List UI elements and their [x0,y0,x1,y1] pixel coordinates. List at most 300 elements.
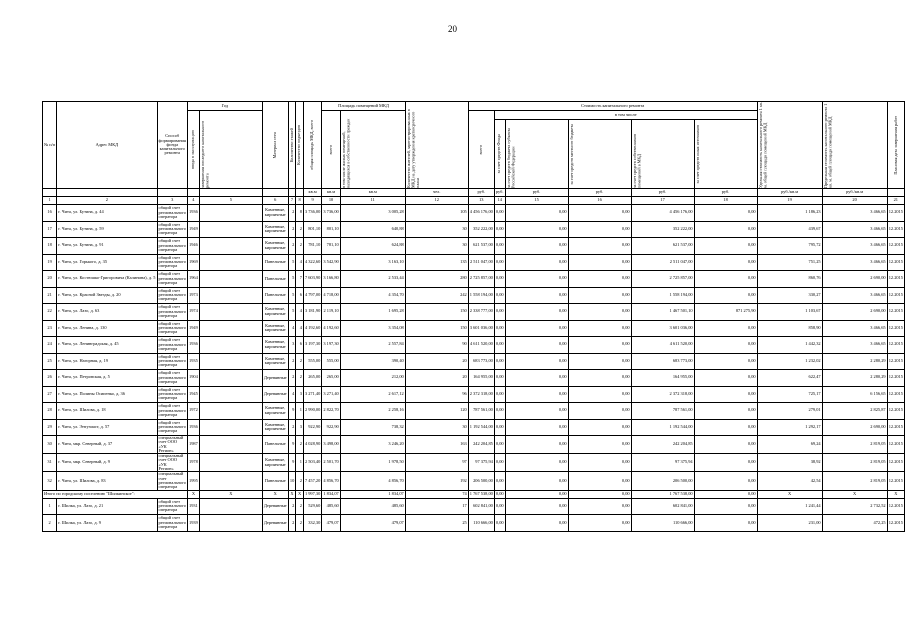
row-date: 12.2015 [887,287,904,304]
row-year: 1969 [187,254,199,271]
row-entrances: 2 [296,221,304,238]
row-owners: 787 561,00 [631,403,694,420]
row-residents: 20 [405,370,468,387]
row-wall-material: Панельные [262,271,288,288]
total-residents: 74 [405,490,468,498]
row-method: общий счет регионального оператора [157,386,187,403]
column-number: 2 [57,197,157,205]
column-number: 11 [340,197,405,205]
row-other: 0,00 [694,403,757,420]
row-number: 25 [43,353,57,370]
row-entrances: 2 [296,515,304,532]
row-method: общий счет регионального оператора [157,419,187,436]
page-number: 20 [448,24,457,34]
row-federal: 0,00 [505,403,568,420]
column-number: 3 [157,197,187,205]
row-entrances: 4 [296,304,304,321]
row-method: общий счет регионального оператора [157,353,187,370]
row-unit-cost: 860,76 [757,271,822,288]
row-owners: 4 456 176,00 [631,205,694,222]
row-fund: 0,00 [494,337,505,354]
row-residents: 135 [405,254,468,271]
column-number: 8 [296,197,304,205]
row-repair-year [199,254,262,271]
row-address: г. Чита, ул. Энтузиаст, д. 57 [57,419,157,436]
unit-cell: кв.м [340,189,405,197]
row-method: специальный счет регионального оператора [158,471,186,490]
row-method: общий счет регионального оператора [157,370,187,387]
row-method: общий счет регионального оператора [157,254,187,271]
row-total-area: 555,00 [303,353,321,370]
row-repair-year [199,221,262,238]
row-residents: 25 [405,515,468,532]
row-cost: 242 204,85 [468,436,494,454]
row-federal: 0,00 [505,304,568,321]
header-floors: Количество этажей [288,127,294,163]
row-premises-area: 4 718,00 [322,287,340,304]
row-number: 31 [43,454,57,472]
table-row [43,472,905,490]
row-wall-material: Каменные, кирпичные [262,320,288,337]
row-other: 0,00 [694,221,757,238]
row-total-area: 529,60 [303,498,321,515]
row-fund: 0,00 [494,287,505,304]
row-address: г. Чита, ул. Лазо, д. 63 [57,304,157,321]
row-owners: 97 375,94 [631,454,694,472]
row-premises-area: 265,00 [322,370,340,387]
row-repair-year [199,515,262,532]
row-number: 18 [43,238,57,255]
row-other: 0,00 [694,454,757,472]
header-method: Способ формирования фонда капитального ремонта [157,102,187,189]
total-local: 0,00 [568,490,631,498]
row-unit-cost: 1 241,44 [757,498,822,515]
row-floors: 2 [288,353,296,370]
row-residents: 242 [405,287,468,304]
row-local: 0,00 [568,436,631,454]
row-premises-area: 485,60 [322,498,340,515]
total-x: X [887,490,904,498]
column-number: 20 [822,197,887,205]
row-premises-area: 2 822,70 [322,403,340,420]
row-total-area: 3 271,40 [303,386,321,403]
row-wall-material: Каменные, кирпичные [262,353,288,370]
row-entrances: 8 [296,205,304,222]
row-entrances: 4 [296,254,304,271]
row-year: 1936 [187,205,199,222]
row-total-area: 3 197,30 [303,337,321,354]
row-wall-material: Каменные, кирпичные [262,337,288,354]
row-floors: 4 [288,320,296,337]
row-fund: 0,00 [494,238,505,255]
row-max-cost: 2 690,00 [822,304,887,321]
row-premises-area: 3 197,30 [322,337,340,354]
row-repair-year [199,419,262,436]
row-address: г. Чита, ул. Ленинградская, д. 45 [57,337,157,354]
row-floors: 2 [288,238,296,255]
row-unit-cost: 330,27 [757,287,822,304]
row-residents: 163 [405,436,468,454]
row-unit-cost: 439,67 [757,221,822,238]
row-unit-cost: 1 442,32 [757,337,822,354]
row-owned-area: 390,40 [340,353,405,370]
row-entrances: 2 [296,498,304,515]
row-number: 28 [43,403,57,420]
row-other: 0,00 [694,271,757,288]
row-owned-area: 3 246,20 [340,436,405,454]
row-date: 12.2015 [887,454,904,472]
row-number: 20 [43,271,57,288]
row-federal: 0,00 [505,320,568,337]
row-entrances: 1 [296,403,304,420]
row-unit-cost: 622,47 [757,370,822,387]
row-owners: 4 611 520,00 [631,337,694,354]
row-other: 871 275,90 [694,304,757,321]
row-cost: 3 601 036,00 [468,320,494,337]
header-max-cost: Предельная стоимость капитального ремонта 1 кв. м. общей площади помещений МКД [822,103,833,188]
row-max-cost: 2 280,29 [822,370,887,387]
row-floors: 5 [288,304,296,321]
row-owners: 110 666,00 [631,515,694,532]
row-owned-area: 4 354,70 [340,287,405,304]
row-wall-material: Панельные [262,472,288,490]
row-other: 0,00 [694,472,757,490]
row-owned-area: 1 978,50 [340,454,405,472]
row-owned-area: 212,00 [340,370,405,387]
row-other: 0,00 [694,436,757,454]
row-local: 0,00 [568,403,631,420]
row-number: 29 [43,419,57,436]
row-cost: 164 955,00 [468,370,494,387]
row-owned-area: 479,07 [340,515,405,532]
row-cost: 2 725 857,00 [468,271,494,288]
row-total-area: 801,10 [303,221,321,238]
column-number: 10 [322,197,340,205]
row-wall-material: Каменные, кирпичные [262,221,288,238]
header-year: Год [187,102,262,111]
table-row [43,337,905,354]
row-repair-year [199,436,262,454]
row-year: 1945 [187,386,199,403]
row-premises-area: 2 119,10 [322,304,340,321]
row-address: г. Чита, ул. Шилова, д. 83 [57,472,157,490]
total-fund: 0,00 [494,490,505,498]
row-max-cost: 2 819,05 [822,436,887,454]
row-unit-cost: 725,17 [757,386,822,403]
row-wall-material: Панельные [262,254,288,271]
row-floors: 5 [288,287,296,304]
row-floors: 5 [288,254,296,271]
row-number: 27 [43,386,57,403]
column-number: 1 [43,197,57,205]
row-year: 1972 [187,403,199,420]
row-premises-area: 4 192,60 [322,320,340,337]
row-other: 0,00 [694,320,757,337]
header-including: в том числе [494,111,757,120]
row-owned-area: 1 695,28 [340,304,405,321]
row-owners: 352 222,00 [631,221,694,238]
row-address: г. Чита, ул. Петровская, д. 5 [57,370,157,387]
row-method: общий счет регионального оператора [157,221,187,238]
row-owned-area: 2 258,16 [340,403,405,420]
row-total-area: 7 603,90 [303,271,321,288]
table-row [43,271,905,288]
row-repair-year [199,498,262,515]
row-address: г. Чита, ул. Бутина, д. 59 [57,221,157,238]
row-max-cost: 3 466,65 [822,238,887,255]
units-blank [187,189,199,197]
row-cost: 352 222,00 [468,221,494,238]
total-x: X [757,490,822,498]
row-local: 0,00 [568,238,631,255]
row-method: общий счет регионального оператора [157,337,187,354]
row-repair-year [199,386,262,403]
row-address: г. Чита, ул. Полины Осипенко, д. 36 [57,386,157,403]
row-federal: 0,00 [505,205,568,222]
row-floors: 2 [288,498,296,515]
row-wall-material: Каменные, кирпичные [262,238,288,255]
row-residents: 120 [405,403,468,420]
unit-cell: руб. [631,189,694,197]
row-unit-cost: 795,72 [757,238,822,255]
row-other: 0,00 [694,238,757,255]
total-x: X [822,490,887,498]
column-number: 17 [631,197,694,205]
row-number: 1 [43,498,57,515]
row-total-area: 7 457,20 [303,472,321,490]
row-residents: 20 [405,353,468,370]
row-date: 12.2015 [887,221,904,238]
row-date: 12.2015 [887,271,904,288]
row-year: 1995 [187,472,199,490]
row-wall-material: Деревянные [262,515,288,532]
row-address: г. Шилка, ул. Лазо, д. 9 [57,515,157,532]
row-date: 12.2015 [887,436,904,454]
row-address: г. Чита, ул. Костюшко-Григоровича (Калинина), д. 5 [57,271,157,288]
column-number: 4 [187,197,199,205]
row-address: г. Чита, ул. Ленина, д. 130 [57,320,157,337]
row-cost: 621 537,00 [468,238,494,255]
row-entrances: 4 [296,320,304,337]
row-owned-area: 2 557,84 [340,337,405,354]
row-owners: 621 537,00 [631,238,694,255]
row-floors: 4 [288,386,296,403]
row-cost: 787 561,00 [468,403,494,420]
total-owners: 1 767 538,00 [631,490,694,498]
row-premises-area: 555,00 [322,353,340,370]
row-local: 0,00 [568,454,631,472]
row-federal: 0,00 [505,353,568,370]
row-wall-material: Деревянные [262,498,288,515]
row-owned-area: 2 617,12 [340,386,405,403]
row-fund: 0,00 [494,353,505,370]
row-year: 1987 [187,436,199,454]
row-cost: 97 375,94 [468,454,494,472]
row-local: 0,00 [568,221,631,238]
row-date: 12.2015 [887,472,904,490]
row-wall-material: Каменные, кирпичные [262,205,288,222]
row-other: 0,00 [694,353,757,370]
row-federal: 0,00 [505,436,568,454]
header-other: за счет средств иных источников [694,124,700,184]
row-local: 0,00 [568,353,631,370]
row-max-cost: 3 466,65 [822,221,887,238]
units-blank [43,189,57,197]
unit-cell: руб. [494,189,505,197]
header-fund: за счет средств Фонда [496,134,502,174]
row-year: 1936 [187,337,199,354]
row-premises-area: 3 166,80 [322,271,340,288]
total-x: X [288,490,296,498]
header-entrances: Количество подъездов [296,125,302,165]
row-local: 0,00 [568,287,631,304]
row-total-area: 3 736,00 [303,205,321,222]
units-blank [157,189,187,197]
header-owners: за счет средств собственников помещений в МКД [631,134,642,188]
row-year: 1946 [187,238,199,255]
row-number: 26 [43,370,57,387]
row-owners: 1 467 501,10 [631,304,694,321]
header-num: № п/п [43,102,57,189]
row-unit-cost: 1 103,67 [757,304,822,321]
row-local: 0,00 [568,304,631,321]
table-row [43,498,905,515]
row-total-area: 3 181,90 [303,304,321,321]
header-premises-area: Площадь помещений МКД [322,102,405,111]
row-unit-cost: 42,54 [757,472,822,490]
total-owned-area: 1 834,07 [340,490,405,498]
row-cost: 206 500,00 [468,472,494,490]
row-date: 12.2015 [887,419,904,436]
column-numbers-row [43,197,905,205]
table-row [43,419,905,436]
row-other: 0,00 [694,498,757,515]
row-repair-year [199,403,262,420]
column-number: 16 [568,197,631,205]
header-total-area: общая площадь МКД, всего [309,120,315,170]
row-other: 0,00 [694,515,757,532]
row-unit-cost: 858,90 [757,320,822,337]
row-max-cost: 2 690,00 [822,419,887,436]
row-local: 0,00 [568,370,631,387]
row-total-area: 4 028,90 [303,436,321,454]
row-address: г. Чита, ул. Шилова, д. 18 [57,403,157,420]
row-floors: 2 [288,221,296,238]
row-floors: 9 [288,454,296,472]
row-year: 1939 [187,515,199,532]
row-fund: 0,00 [494,205,505,222]
row-date: 12.2015 [887,304,904,321]
row-year: 1904 [187,370,199,387]
row-fund: 0,00 [494,271,505,288]
row-owners: 242 204,85 [631,436,694,454]
row-federal: 0,00 [505,472,568,490]
row-number: 16 [43,205,57,222]
header-local: за счет средств местного бюджета [568,123,574,185]
row-unit-cost: 69,24 [757,436,822,454]
row-year: 1931 [187,498,199,515]
row-other: 0,00 [694,386,757,403]
row-premises-area: 3 542,90 [322,254,340,271]
row-residents: 17 [405,498,468,515]
row-fund: 0,00 [494,436,505,454]
capital-repair-table [42,101,905,532]
row-fund: 0,00 [494,472,505,490]
row-method: общий счет регионального оператора [157,320,187,337]
header-planned-date: Плановая дата завершения работ [892,115,898,175]
row-address: г. Чита, ул. Нагорная, д. 19 [57,353,157,370]
row-number: 32 [43,472,57,490]
row-repair-year [199,287,262,304]
row-entrances: 3 [296,386,304,403]
row-other: 0,00 [694,287,757,304]
row-method: специальный счет ООО «УК Регион» [157,436,187,454]
row-federal: 0,00 [505,386,568,403]
row-local: 0,00 [568,271,631,288]
total-x: X [262,490,288,498]
row-owners: 206 500,00 [631,472,694,490]
table-row [43,205,905,222]
row-number: 21 [43,287,57,304]
row-date: 12.2015 [887,320,904,337]
row-wall-material: Каменные, кирпичные [262,304,288,321]
column-number: 6 [262,197,288,205]
row-floors: 3 [288,337,296,354]
row-fund: 0,00 [494,403,505,420]
row-number: 23 [43,320,57,337]
row-wall-material: Деревянные [262,386,288,403]
column-number: 5 [199,197,262,205]
row-premises-area: 3 736,00 [322,205,340,222]
unit-cell: руб. [568,189,631,197]
units-row [43,189,905,197]
row-owned-area: 624,88 [340,238,405,255]
total-x: X [296,490,304,498]
table-row [43,320,905,337]
total-federal: 0,00 [505,490,568,498]
row-entrances: 1 [296,454,304,472]
row-unit-cost: 1 186,23 [757,205,822,222]
row-premises-area: 4 856,70 [322,472,340,490]
row-method: общий счет регионального оператора [157,304,187,321]
row-number: 30 [43,436,57,454]
row-owned-area: 640,88 [340,221,405,238]
column-number: 9 [303,197,321,205]
total-x: X [199,490,262,498]
header-area-owned: в том числе жилых помещений, находящихся в собственности граждан [340,118,351,188]
column-number: 19 [757,197,822,205]
header-cost: Стоимость капитального ремонта [468,102,757,111]
row-total-area: 2 990,00 [303,403,321,420]
row-premises-area: 922,90 [322,419,340,436]
row-method: общий счет регионального оператора [157,287,187,304]
row-max-cost: 3 466,65 [822,254,887,271]
table-row [43,304,905,321]
row-fund: 0,00 [494,304,505,321]
row-residents: 90 [405,337,468,354]
header-residents: Количество жителей, зарегистрированных в МКД на дату утверждения краткосрочного плана [405,109,420,188]
row-number: 19 [43,254,57,271]
row-federal: 0,00 [505,238,568,255]
column-number: 12 [405,197,468,205]
row-local: 0,00 [568,205,631,222]
row-max-cost: 2 280,29 [822,353,887,370]
row-residents: 30 [405,238,468,255]
row-local: 0,00 [568,386,631,403]
row-method: общий счет регионального оператора [157,238,187,255]
row-number: 2 [43,515,57,532]
row-year: 1935 [187,353,199,370]
